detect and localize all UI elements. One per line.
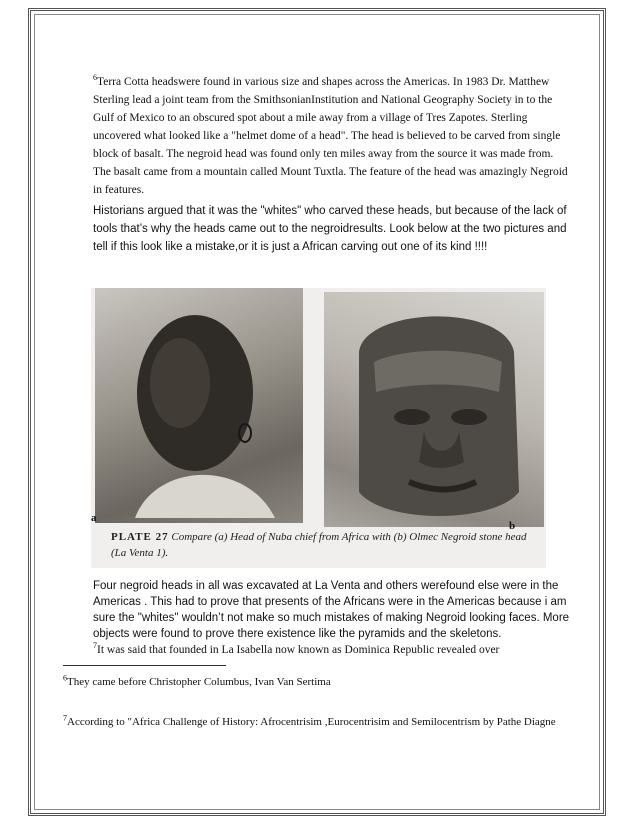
olmec-stone-head	[324, 292, 544, 527]
paragraph-la-isabella-text: It was said that founded in La Isabella now known as Dominica Republic revealed over	[97, 644, 500, 656]
nuba-chief-portrait	[95, 288, 303, 523]
footnote-7	[63, 714, 573, 731]
paragraph-terra-cotta-text: Terra Cotta headswere found in various size and shapes across the Americas. In 1983 Dr. Matthew Sterling lead a joint team from the SmithsonianInstitution and National Geography Society in to the Gulf of Mexico to an obscured spot about a mile away from a village of Tres Zapotes. Sterling uncovered what looked like a "helmet dome of a head". The head is believed to be carved from single block of basalt. The negroid head was found only ten miles away from the source it was made from. The basalt came from a mountain called Mount Tuxtla. The feature of the head was amazingly Negroid in features.	[93, 76, 568, 196]
paragraph-historians: Historians argued that it was the "whites" who carved these heads, but because of the lack of tools that’s why the heads came out to the negroidresults. Look below at the two pictures and tell if this look like a mistake,or it is just a African carving out one of its kind !!!!	[93, 205, 567, 253]
footnote-marker-6: 6	[93, 73, 97, 83]
footnote-6-text: They came before Christopher Columbus, Ivan Van Sertima	[67, 676, 331, 688]
footnote-divider	[63, 665, 226, 666]
paragraph-terra-cotta	[93, 73, 573, 199]
footnote-6-mark: 6	[63, 673, 67, 683]
figure-caption	[111, 529, 531, 561]
comparison-figure	[91, 288, 546, 568]
plate-number: PLATE 27	[111, 531, 169, 543]
photo-nuba-chief	[95, 288, 303, 523]
footnote-7-text: According to "Africa Challenge of History: Afrocentrisim ,Eurocentrisim and Semilocentrism by Pathe Diagne	[67, 716, 556, 728]
photo-olmec-head	[324, 292, 544, 527]
paragraph-four-heads: Four negroid heads in all was excavated at La Venta and others werefound else were in the Americas . This had to prove that presents of the Africans were in the Americas because i am sure the "whites" wouldn’t not make so much mistakes of making Negroid looking faces. More objects were found to prove there existence like the pyramids and the skeletons.	[93, 580, 570, 640]
figure-label-a: a	[91, 512, 97, 524]
footnote-marker-7: 7	[93, 641, 97, 651]
paragraph-la-isabella	[93, 642, 581, 658]
figure-label-b: b	[509, 520, 516, 532]
caption-text: Compare (a) Head of Nuba chief from Africa with (b) Olmec Negroid stone head (La Venta 1).	[111, 531, 527, 559]
footnote-6	[63, 674, 573, 690]
footnote-7-mark: 7	[63, 713, 67, 723]
